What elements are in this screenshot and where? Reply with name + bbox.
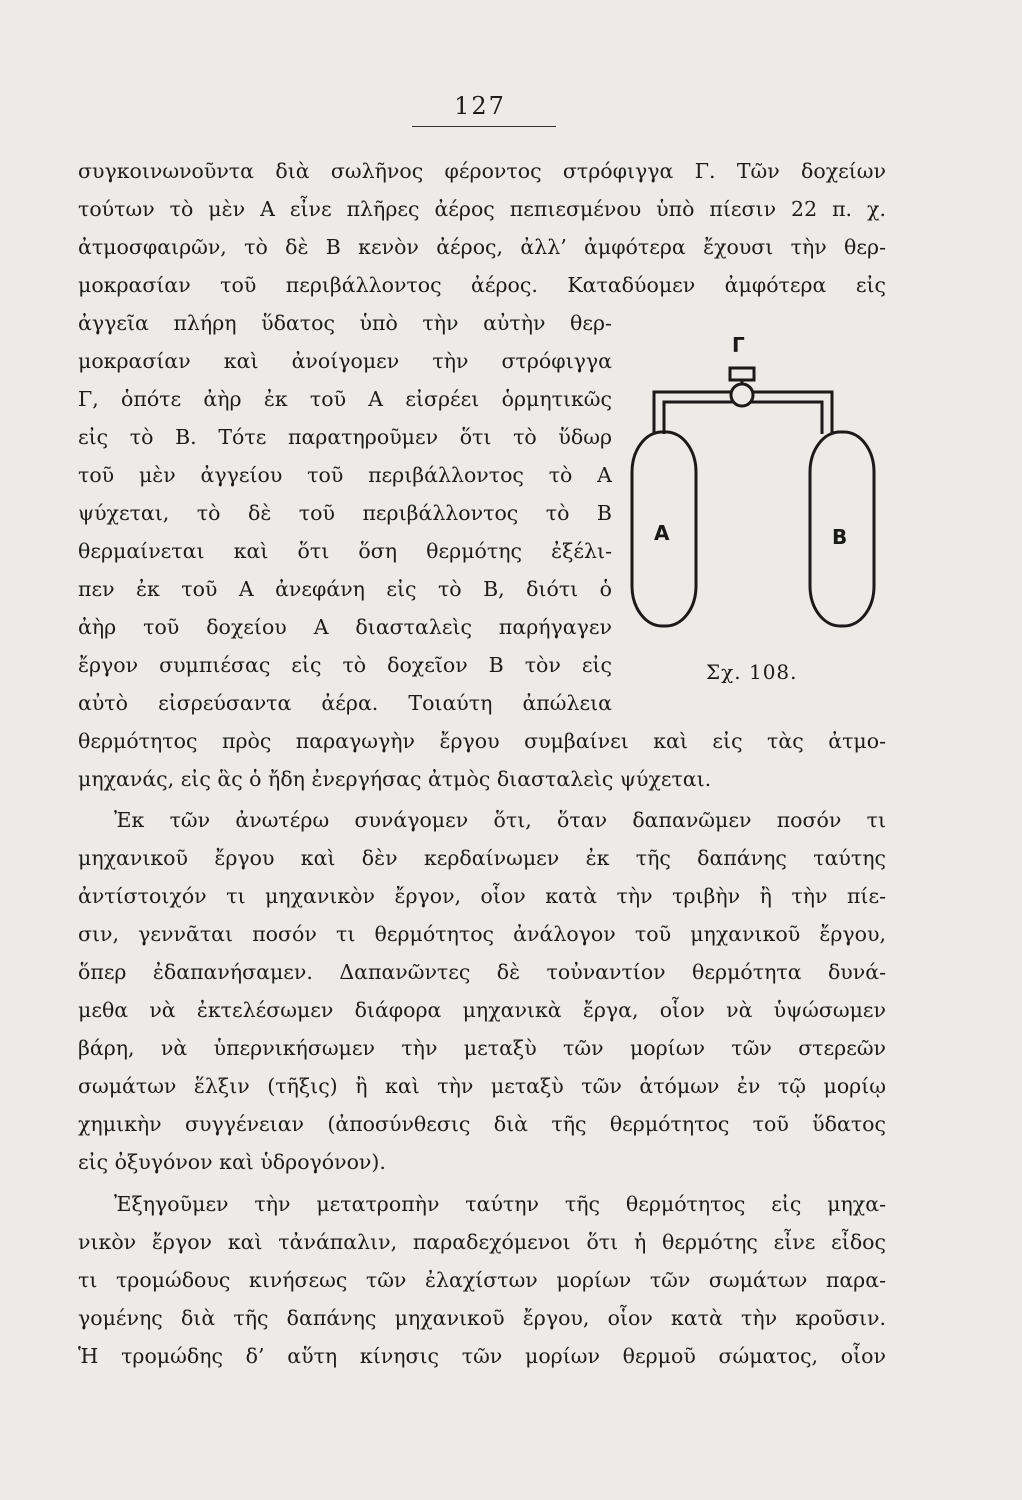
- text-line: μηχανάς, εἰς ἃς ὁ ἤδη ἐνεργήσας ἀτμὸς διασταλεὶς ψύχεται.: [78, 767, 712, 791]
- text-line: αὐτὸ εἰσρεύσαντα ἀέρα. Τοιαύτη ἀπώλεια: [78, 691, 612, 715]
- text-line: μεθα νὰ ἐκτελέσωμεν διάφορα μηχανικὰ ἔργα, οἷον νὰ ὑψώσωμεν: [78, 998, 886, 1022]
- text-line: ψύχεται, τὸ δὲ τοῦ περιβάλλοντος τὸ Β: [78, 501, 612, 525]
- text-line: ἔργον συμπιέσας εἰς τὸ δοχεῖον Β τὸν εἰς: [78, 653, 612, 677]
- text-line: Ἐξηγοῦμεν τὴν μετατροπὴν ταύτην τῆς θερμότητος εἰς μηχα-: [114, 1192, 886, 1216]
- valve: [731, 384, 753, 406]
- text-line: βάρη, νὰ ὑπερνικήσωμεν τὴν μεταξὺ τῶν μορίων τῶν στερεῶν: [78, 1036, 886, 1060]
- text-line: μηχανικοῦ ἔργου καὶ δὲν κερδαίνωμεν ἐκ τῆς δαπάνης ταύτης: [78, 846, 886, 870]
- text-line: Γ, ὁπότε ἀὴρ ἐκ τοῦ Α εἰσρέει ὁρμητικῶς: [78, 387, 612, 411]
- text-line: μοκρασίαν τοῦ περιβάλλοντος ἀέρος. Καταδύομεν ἀμφότερα εἰς: [78, 273, 886, 297]
- text-line: ἀὴρ τοῦ δοχείου Α διασταλεὶς παρήγαγεν: [78, 615, 612, 639]
- text-line: τούτων τὸ μὲν Α εἶνε πλῆρες ἀέρος πεπιεσμένου ὑπὸ πίεσιν 22 π. χ.: [78, 197, 886, 221]
- vessel-diagram: [626, 334, 886, 654]
- vessel-a-label: A: [654, 521, 670, 545]
- text-line: ὅπερ ἐδαπανήσαμεν. Δαπανῶντες δὲ τοὐναντίον θερμότητα δυνά-: [78, 960, 886, 984]
- text-line: γομένης διὰ τῆς δαπάνης μηχανικοῦ ἔργου, οἷον κατὰ τὴν κροῦσιν.: [78, 1306, 886, 1330]
- vessel-b-label: B: [832, 525, 848, 549]
- text-line: εἰς τὸ Β. Τότε παρατηροῦμεν ὅτι τὸ ὕδωρ: [78, 425, 612, 449]
- text-line: θερμότητος πρὸς παραγωγὴν ἔργου συμβαίνει καὶ εἰς τὰς ἀτμο-: [78, 729, 886, 753]
- text-line: σιν, γεννᾶται ποσόν τι θερμότητος ἀνάλογον τοῦ μηχανικοῦ ἔργου,: [78, 922, 886, 946]
- text-line: Ἐκ τῶν ἀνωτέρω συνάγομεν ὅτι, ὅταν δαπανῶμεν ποσόν τι: [114, 808, 886, 832]
- valve-label: Γ: [732, 334, 745, 357]
- page-number: 127: [454, 92, 506, 120]
- text-line: χημικὴν συγγένειαν (ἀποσύνθεσις διὰ τῆς θερμότητος τοῦ ὕδατος: [78, 1112, 886, 1136]
- text-line: νικὸν ἔργον καὶ τἀνάπαλιν, παραδεχόμενοι ὅτι ἡ θερμότης εἶνε εἶδος: [78, 1230, 886, 1254]
- text-line: σωμάτων ἕλξιν (τῆξις) ἢ καὶ τὴν μεταξὺ τῶν ἀτόμων ἐν τῷ μορίῳ: [78, 1074, 886, 1098]
- figure-caption: Σχ. 108.: [706, 660, 798, 684]
- text-line: συγκοινωνοῦντα διὰ σωλῆνος φέροντος στρόφιγγα Γ. Τῶν δοχείων: [78, 159, 886, 183]
- text-line: τοῦ μὲν ἀγγείου τοῦ περιβάλλοντος τὸ Α: [78, 463, 612, 487]
- text-line: Ἡ τρομώδης δ’ αὕτη κίνησις τῶν μορίων θερμοῦ σώματος, οἷον: [78, 1344, 886, 1368]
- valve-stem: [730, 368, 754, 380]
- page-number-rule: [412, 126, 556, 127]
- text-line: ἀντίστοιχόν τι μηχανικὸν ἔργον, οἷον κατὰ τὴν τριβὴν ἢ τὴν πίε-: [78, 884, 886, 908]
- text-line: πεν ἐκ τοῦ Α ἀνεφάνη εἰς τὸ Β, διότι ὁ: [78, 577, 612, 601]
- text-line: εἰς ὀξυγόνον καὶ ὑδρογόνον).: [78, 1150, 386, 1174]
- text-line: ἀτμοσφαιρῶν, τὸ δὲ Β κενὸν ἀέρος, ἀλλ’ ἀμφότερα ἔχουσι τὴν θερ-: [78, 235, 886, 259]
- text-line: μοκρασίαν καὶ ἀνοίγομεν τὴν στρόφιγγα: [78, 349, 612, 373]
- text-line: τι τρομώδους κινήσεως τῶν ἐλαχίστων μορίων τῶν σωμάτων παρα-: [78, 1268, 886, 1292]
- text-line: ἀγγεῖα πλήρη ὕδατος ὑπὸ τὴν αὐτὴν θερ-: [78, 311, 612, 335]
- text-line: θερμαίνεται καὶ ὅτι ὅση θερμότης ἐξέλι-: [78, 539, 612, 563]
- figure-two-vessels: [626, 334, 886, 658]
